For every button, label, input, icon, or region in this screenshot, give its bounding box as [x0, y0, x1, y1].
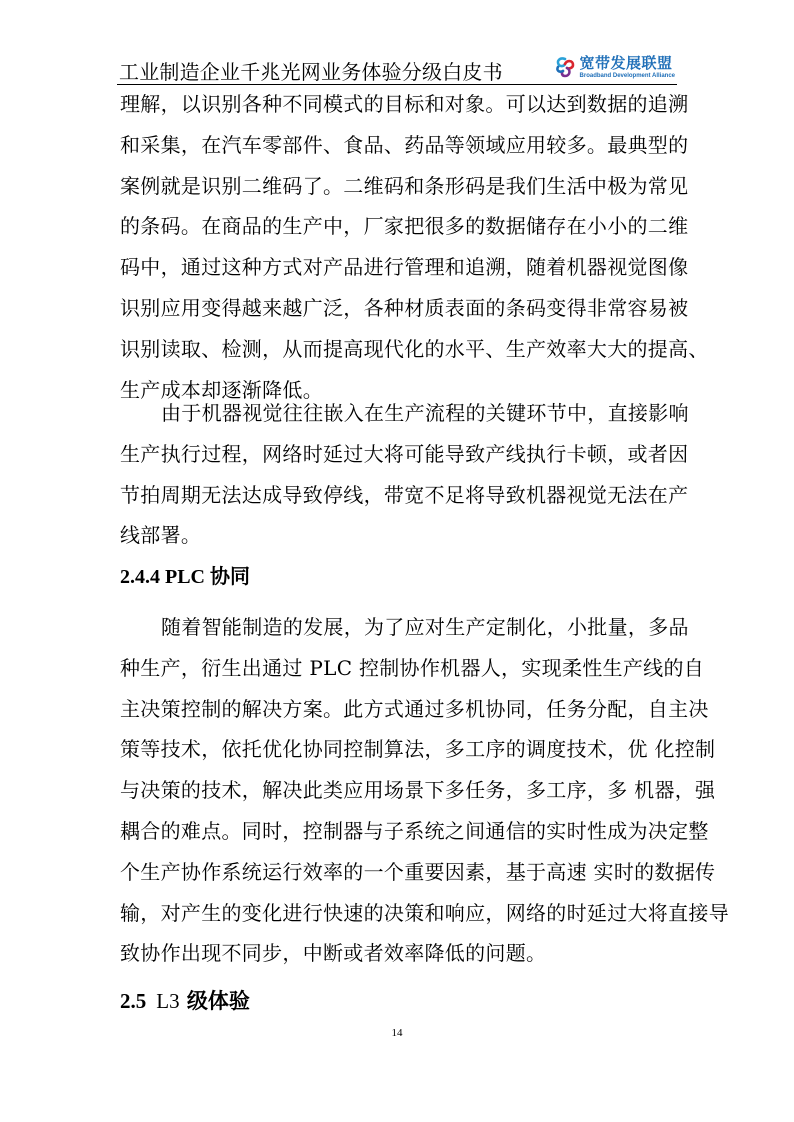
- paragraph-machine-vision-continued: [120, 84, 709, 410]
- paragraph-plc-collaboration: [120, 607, 729, 974]
- text-line: 个生产协作系统运行效率的一个重要因素，基于高速 实时的数据传: [120, 859, 716, 884]
- text-line: 识别读取、检测，从而提高现代化的水平、生产效率大大的提高、: [120, 336, 709, 361]
- text-line: 主决策控制的解决方案。此方式通过多机协同，任务分配，自主决: [120, 696, 709, 721]
- alliance-logo: [553, 54, 675, 80]
- text-line: 节拍周期无法达成导致停线，带宽不足将导致机器视觉无法在产: [120, 482, 689, 507]
- text-line: 种生产，衍生出通过 PLC 控制协作机器人，实现柔性生产线的自: [120, 655, 705, 680]
- text-line: 识别应用变得越来越广泛，各种材质表面的条码变得非常容易被: [120, 295, 689, 320]
- text-line: 的条码。在商品的生产中，厂家把很多的数据储存在小小的二维: [120, 214, 689, 239]
- text-line: 与决策的技术，解决此类应用场景下多任务，多工序，多 机器，强: [120, 778, 716, 803]
- text-line: 生产执行过程，网络时延过大将可能导致产线执行卡顿，或者因: [120, 441, 689, 466]
- logo-name-cn: 宽带发展联盟: [579, 53, 673, 72]
- logo-name-en: Broadband Development Alliance: [579, 72, 675, 79]
- page-header: [117, 50, 677, 85]
- text-line: 输，对产生的变化进行快速的决策和响应，网络的时延过大将直接导: [120, 900, 729, 925]
- broadband-alliance-logo-icon: [553, 55, 577, 79]
- document-title: 工业制造企业千兆光网业务体验分级白皮书: [119, 60, 503, 84]
- text-line: 耦合的难点。同时，控制器与子系统之间通信的实时性成为决定整: [120, 818, 709, 843]
- text-line: 理解，以识别各种不同模式的目标和对象。可以达到数据的追溯: [120, 92, 689, 116]
- section-number: 2.5: [120, 989, 147, 1013]
- section-heading-2-5: [120, 985, 250, 1015]
- paragraph-network-impact: [120, 393, 700, 556]
- text-line: 和采集，在汽车零部件、食品、药品等领域应用较多。最典型的: [120, 132, 689, 157]
- section-title: 级体验: [179, 988, 250, 1013]
- text-line: 由于机器视觉往往嵌入在生产流程的关键环节中，直接影响: [161, 401, 689, 425]
- page-number: 14: [391, 1027, 403, 1039]
- text-line: 致协作出现不同步，中断或者效率降低的问题。: [120, 941, 547, 966]
- text-line: 策等技术，依托优化协同控制算法，多工序的调度技术，优 化控制: [120, 737, 716, 762]
- text-line: 生产成本却逐渐降低。: [120, 377, 323, 402]
- text-line: 线部署。: [120, 523, 202, 548]
- text-line: 案例就是识别二维码了。二维码和条形码是我们生活中极为常见: [120, 173, 689, 198]
- section-heading-2-4-4: 2.4.4 PLC 协同: [120, 566, 250, 588]
- text-line: 随着智能制造的发展，为了应对生产定制化，小批量，多品: [161, 615, 689, 639]
- text-line: 码中，通过这种方式对产品进行管理和追溯，随着机器视觉图像: [120, 255, 689, 280]
- section-level-label: L3: [156, 989, 180, 1013]
